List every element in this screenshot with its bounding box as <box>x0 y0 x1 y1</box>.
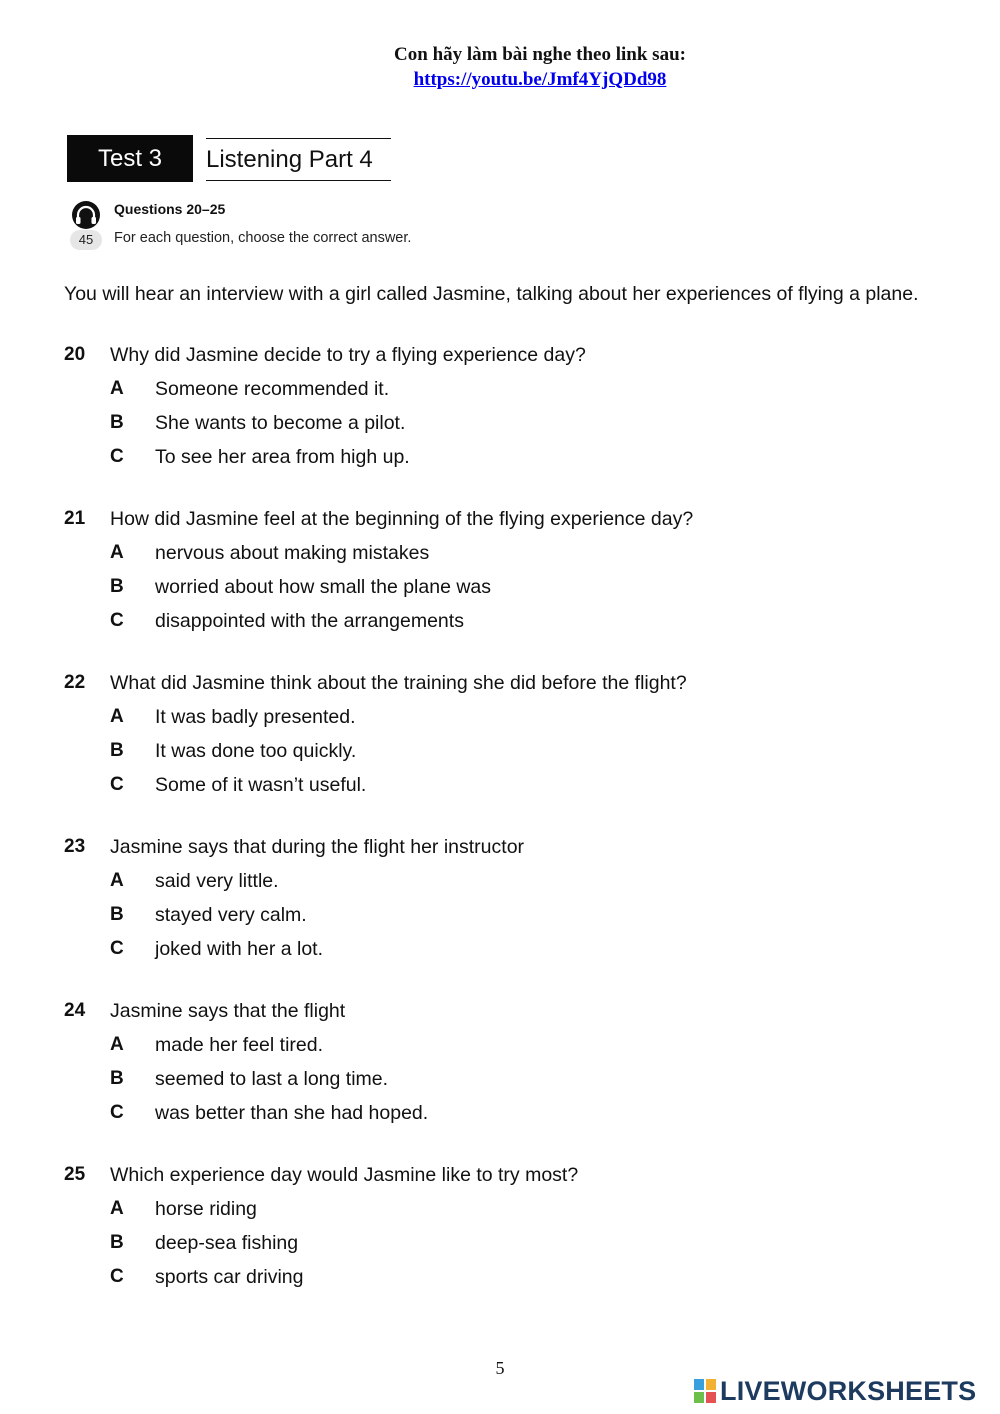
option-text: disappointed with the arrangements <box>155 610 464 632</box>
option-text: joked with her a lot. <box>155 938 324 960</box>
option-text: deep-sea fishing <box>155 1232 299 1254</box>
option-letter: C <box>110 774 124 795</box>
option-text: horse riding <box>155 1198 257 1220</box>
question-number: 24 <box>64 1000 86 1021</box>
question-stem <box>64 671 964 705</box>
question-21 <box>64 507 964 643</box>
option-text: made her feel tired. <box>155 1034 324 1056</box>
answer-option[interactable] <box>64 869 964 903</box>
answer-option[interactable] <box>64 1033 964 1067</box>
option-letter: A <box>110 1034 124 1055</box>
answer-option[interactable] <box>64 1101 964 1135</box>
question-text: Jasmine says that the flight <box>110 1000 346 1022</box>
option-text: said very little. <box>155 870 279 892</box>
answer-option[interactable] <box>64 1067 964 1101</box>
option-text: It was badly presented. <box>155 706 356 728</box>
answer-option[interactable] <box>64 1265 964 1299</box>
option-text: was better than she had hoped. <box>155 1102 429 1124</box>
question-stem <box>64 343 964 377</box>
option-letter: A <box>110 870 124 891</box>
liveworksheets-logo-text: LIVEWORKSHEETS <box>720 1375 977 1406</box>
option-letter: C <box>110 610 124 631</box>
question-stem <box>64 507 964 541</box>
option-letter: A <box>110 1198 124 1219</box>
answer-option[interactable] <box>64 1231 964 1265</box>
option-text: It was done too quickly. <box>155 740 357 762</box>
question-20 <box>64 343 964 479</box>
question-number: 25 <box>64 1164 86 1185</box>
question-23 <box>64 835 964 971</box>
questions-range: Questions 20–25 <box>114 201 226 217</box>
intro-text: You will hear an interview with a girl called Jasmine, talking about her experiences of flying a plane. <box>64 283 919 305</box>
option-text: sports car driving <box>155 1266 304 1288</box>
option-letter: B <box>110 1232 124 1253</box>
answer-option[interactable] <box>64 937 964 971</box>
option-text: To see her area from high up. <box>155 446 410 468</box>
answer-option[interactable] <box>64 575 964 609</box>
question-stem <box>64 1163 964 1197</box>
option-letter: B <box>110 412 124 433</box>
question-24 <box>64 999 964 1135</box>
option-letter: B <box>110 576 124 597</box>
test-badge: Test 3 <box>67 135 193 182</box>
question-stem <box>64 835 964 869</box>
option-text: worried about how small the plane was <box>155 576 492 598</box>
answer-option[interactable] <box>64 445 964 479</box>
option-letter: A <box>110 706 124 727</box>
question-number: 22 <box>64 672 86 693</box>
answer-option[interactable] <box>64 411 964 445</box>
question-22 <box>64 671 964 807</box>
question-text: Jasmine says that during the flight her instructor <box>110 836 525 858</box>
question-text: Which experience day would Jasmine like to try most? <box>110 1164 579 1186</box>
answer-option[interactable] <box>64 773 964 807</box>
option-text: Some of it wasn’t useful. <box>155 774 367 796</box>
instruction-text: Con hãy làm bài nghe theo link sau: <box>394 44 686 65</box>
audio-track-number: 45 <box>70 230 102 250</box>
questions-instruction: For each question, choose the correct answer. <box>114 230 412 246</box>
question-text: What did Jasmine think about the training she did before the flight? <box>110 672 687 694</box>
option-letter: B <box>110 904 124 925</box>
question-text: Why did Jasmine decide to try a flying experience day? <box>110 344 586 366</box>
option-text: seemed to last a long time. <box>155 1068 389 1090</box>
liveworksheets-logo-icon <box>694 1379 716 1403</box>
answer-option[interactable] <box>64 609 964 643</box>
option-text: nervous about making mistakes <box>155 542 430 564</box>
option-text: stayed very calm. <box>155 904 307 926</box>
answer-option[interactable] <box>64 739 964 773</box>
part-title: Listening Part 4 <box>206 138 391 181</box>
liveworksheets-logo[interactable] <box>694 1376 976 1406</box>
option-letter: C <box>110 1102 124 1123</box>
page-number: 5 <box>495 1358 505 1378</box>
option-letter: C <box>110 1266 124 1287</box>
top-instruction <box>0 42 1000 92</box>
question-number: 23 <box>64 836 86 857</box>
answer-option[interactable] <box>64 705 964 739</box>
youtube-link[interactable]: https://youtu.be/Jmf4YjQDd98 <box>413 69 667 90</box>
option-text: She wants to become a pilot. <box>155 412 406 434</box>
answer-option[interactable] <box>64 377 964 411</box>
option-letter: B <box>110 740 124 761</box>
question-text: How did Jasmine feel at the beginning of the flying experience day? <box>110 508 694 530</box>
question-25 <box>64 1163 964 1299</box>
option-letter: C <box>110 938 124 959</box>
option-text: Someone recommended it. <box>155 378 390 400</box>
option-letter: B <box>110 1068 124 1089</box>
option-letter: A <box>110 542 124 563</box>
answer-option[interactable] <box>64 1197 964 1231</box>
question-number: 20 <box>64 344 86 365</box>
answer-option[interactable] <box>64 903 964 937</box>
question-stem <box>64 999 964 1033</box>
answer-option[interactable] <box>64 541 964 575</box>
question-number: 21 <box>64 508 86 529</box>
option-letter: A <box>110 378 124 399</box>
option-letter: C <box>110 446 124 467</box>
